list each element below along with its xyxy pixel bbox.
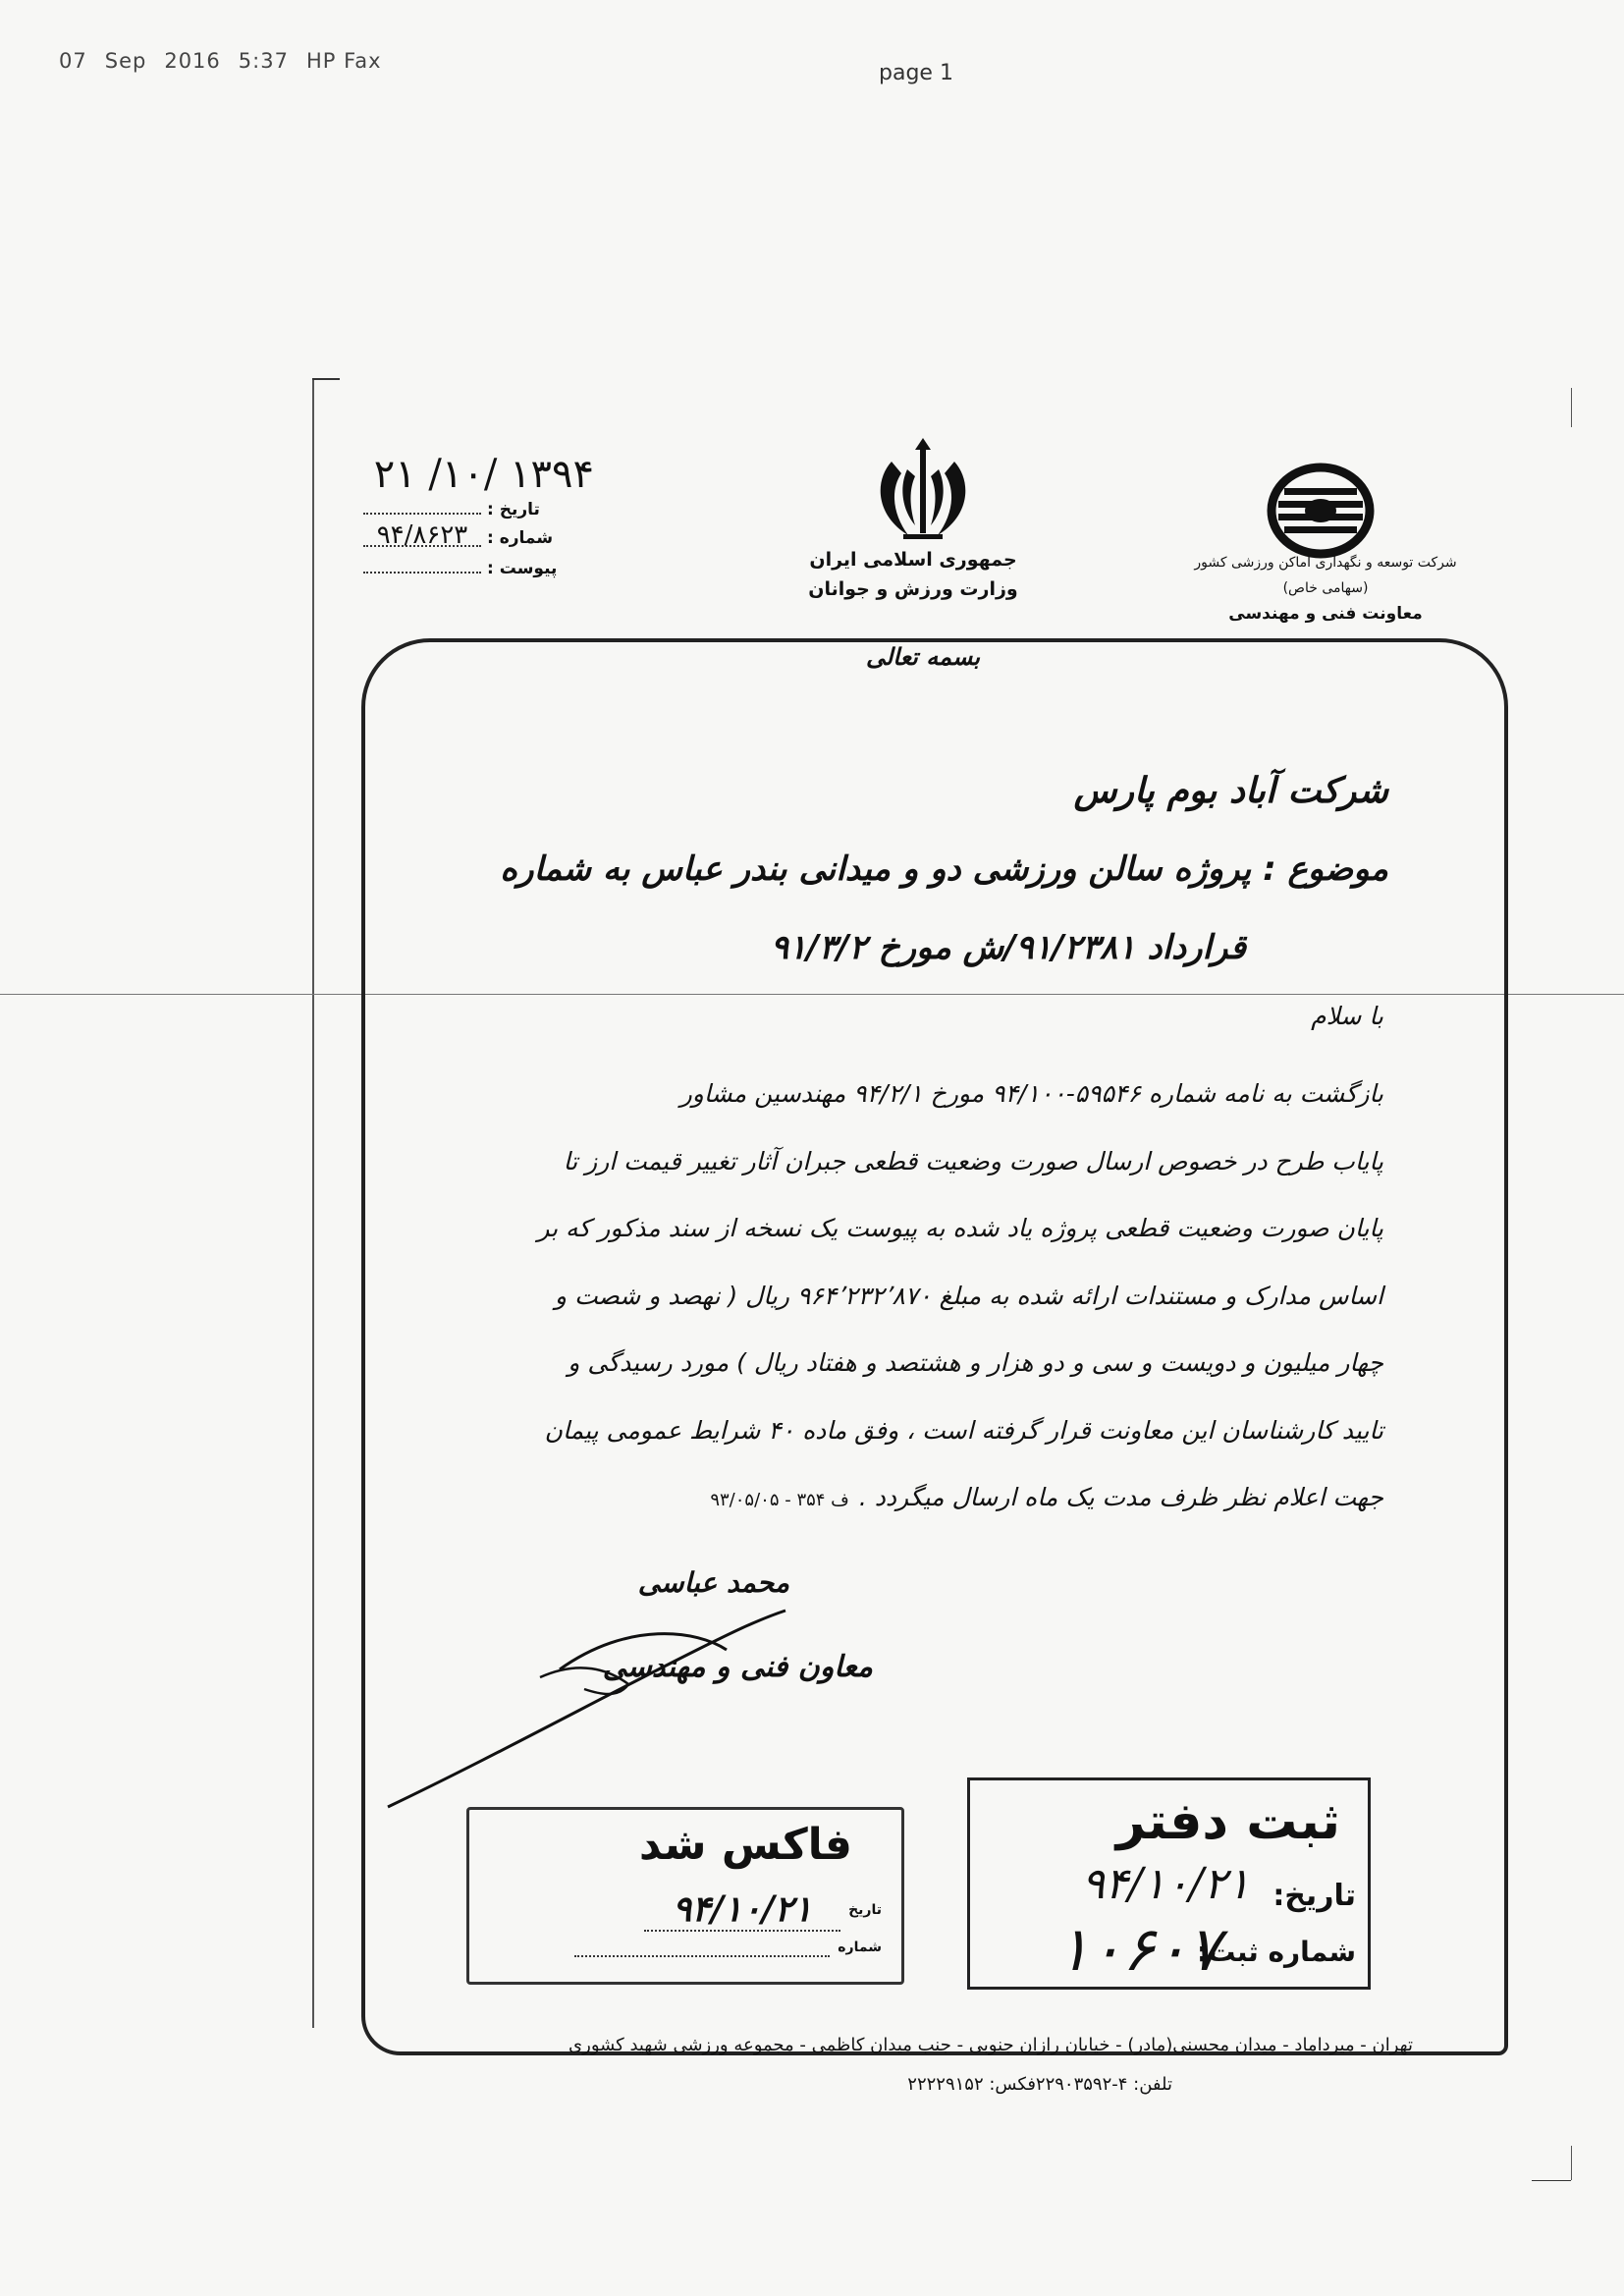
fax-stamp-date-label: تاریخ [848,1902,882,1918]
company-line1: شرکت توسعه و نگهداری اماکن ورزشی کشور [1194,555,1457,571]
right-margin-tick [1571,388,1572,427]
bottom-corner-tick [1532,2180,1571,2181]
body-line-3: پایان صورت وضعیت قطعی پروژه یاد شده به پیوست یک نسخه از سند مذکور که بر [537,1214,1383,1242]
fax-stamp-number-label: شماره [838,1940,882,1955]
fax-time: 5:37 [238,49,289,73]
fax-stamp-date-value: ۹۴/۱۰/۲۱ [644,1888,840,1932]
number-label: شماره : [487,528,554,548]
recipient: شرکت آباد بوم پارس [1073,771,1388,811]
body-line-7-text: جهت اعلام نظر ظرف مدت یک ماه ارسال میگردد . [858,1483,1383,1511]
registration-date-label: تاریخ: [1272,1879,1356,1913]
page-label: page 1 [879,61,953,85]
body-line-5: چهار میلیون و دویست و سی و دو هزار و هشتصد و هفتاد ریال ) مورد رسیدگی و [568,1348,1383,1377]
greeting: با سلام [1311,1002,1383,1030]
footer-contact [848,2074,1172,2095]
body-line-2: پایاب طرح در خصوص ارسال صورت وضعیت قطعی جبران آثار تغییر قیمت ارز تا [563,1146,1383,1175]
ministry-line: وزارت ورزش و جوانان [808,578,1018,600]
iran-emblem-icon [864,432,982,550]
body-note: ف ۳۵۴ - ۹۳/۰۵/۰۵ [710,1490,849,1510]
footer-address: تهران - میرداماد - میدان محسنی(مادر) - خیابان رازان جنوبی - جنب میدان کاظمی - مجموعه ورزشی شهید کشوری [568,2035,1413,2055]
company-line3: معاونت فنی و مهندسی [1228,604,1423,624]
company-logo-icon [1267,457,1375,565]
corner-tick [312,378,340,380]
body-line-7 [451,1464,1383,1535]
footer-phone: تلفن: ۴-۲۲۹۰۳۵۹۲ [1035,2074,1172,2095]
signature-scribble [373,1591,795,1817]
registration-date-value: ۹۴/۱۰/۲۱ [1081,1859,1250,1909]
footer-fax: فکس: ۲۲۲۲۹۱۵۲ [907,2074,1036,2095]
number-value: ۹۴/۸۶۲۳ [363,531,481,547]
signer-title: معاون فنی و مهندسی [602,1650,873,1684]
signer-name: محمد عباسی [637,1566,789,1599]
body-line-6: تایید کارشناسان این معاونت قرار گرفته است ، وفق ماده ۴۰ شرایط عمومی پیمان [544,1415,1383,1445]
registration-number-value: ۱۰۶۰۷ [1056,1913,1220,1985]
subject-line-1: موضوع : پروژه سالن ورزشی دو و میدانی بندر عباس به شماره [500,849,1388,889]
number-field [363,520,594,558]
body-line-4: اساس مدارک و مستندات ارائه شده به مبلغ ۹۶۴٬۲۳۲٬۸۷۰ ریال ( نهصد و شصت و [555,1281,1383,1310]
bottom-margin-tick [1571,2146,1572,2180]
attachment-dots [363,558,481,574]
company-name [1178,550,1473,627]
letter-body [451,1061,1383,1535]
fax-month: Sep [104,49,147,73]
body-line-1: بازگشت به نامه شماره ۵۹۵۴۶-۹۴/۱۰۰ مورخ ۹۴/۲/۱ مهندسین مشاور [679,1079,1383,1108]
letter-meta [363,452,594,587]
registration-stamp [967,1777,1371,1990]
fax-header [59,49,400,73]
fax-stamp-date-row [644,1888,882,1932]
attachment-field [363,558,594,587]
government-line: جمهوری اسلامی ایران [809,549,1017,571]
fax-sent-stamp [466,1807,904,1985]
date-dots [363,499,481,515]
attachment-label: پیوست : [487,559,558,578]
fax-device: HP Fax [305,49,382,73]
fax-day: 07 [59,49,87,73]
fax-stamp-title: فاکس شد [638,1820,852,1870]
fax-year: 2016 [164,49,221,73]
left-margin-line [312,378,314,2028]
company-line2: (سهامی خاص) [1282,580,1369,596]
registration-stamp-title: ثبت دفتر [1115,1792,1340,1851]
subject-line-2: قرارداد ۹۱/۲۳۸۱/ش مورخ ۹۱/۳/۲ [770,928,1246,967]
date-label: تاریخ : [487,500,540,519]
bismillah: بسمه تعالی [865,643,981,671]
handwritten-date: ۱۳۹۴ /۱۰/ ۲۱ [373,452,594,497]
ministry-name [795,545,1031,604]
fax-stamp-number-blank [574,1938,830,1957]
registration-number-label: شماره ثبت: [1197,1936,1356,1968]
fax-stamp-number-row [574,1938,882,1957]
